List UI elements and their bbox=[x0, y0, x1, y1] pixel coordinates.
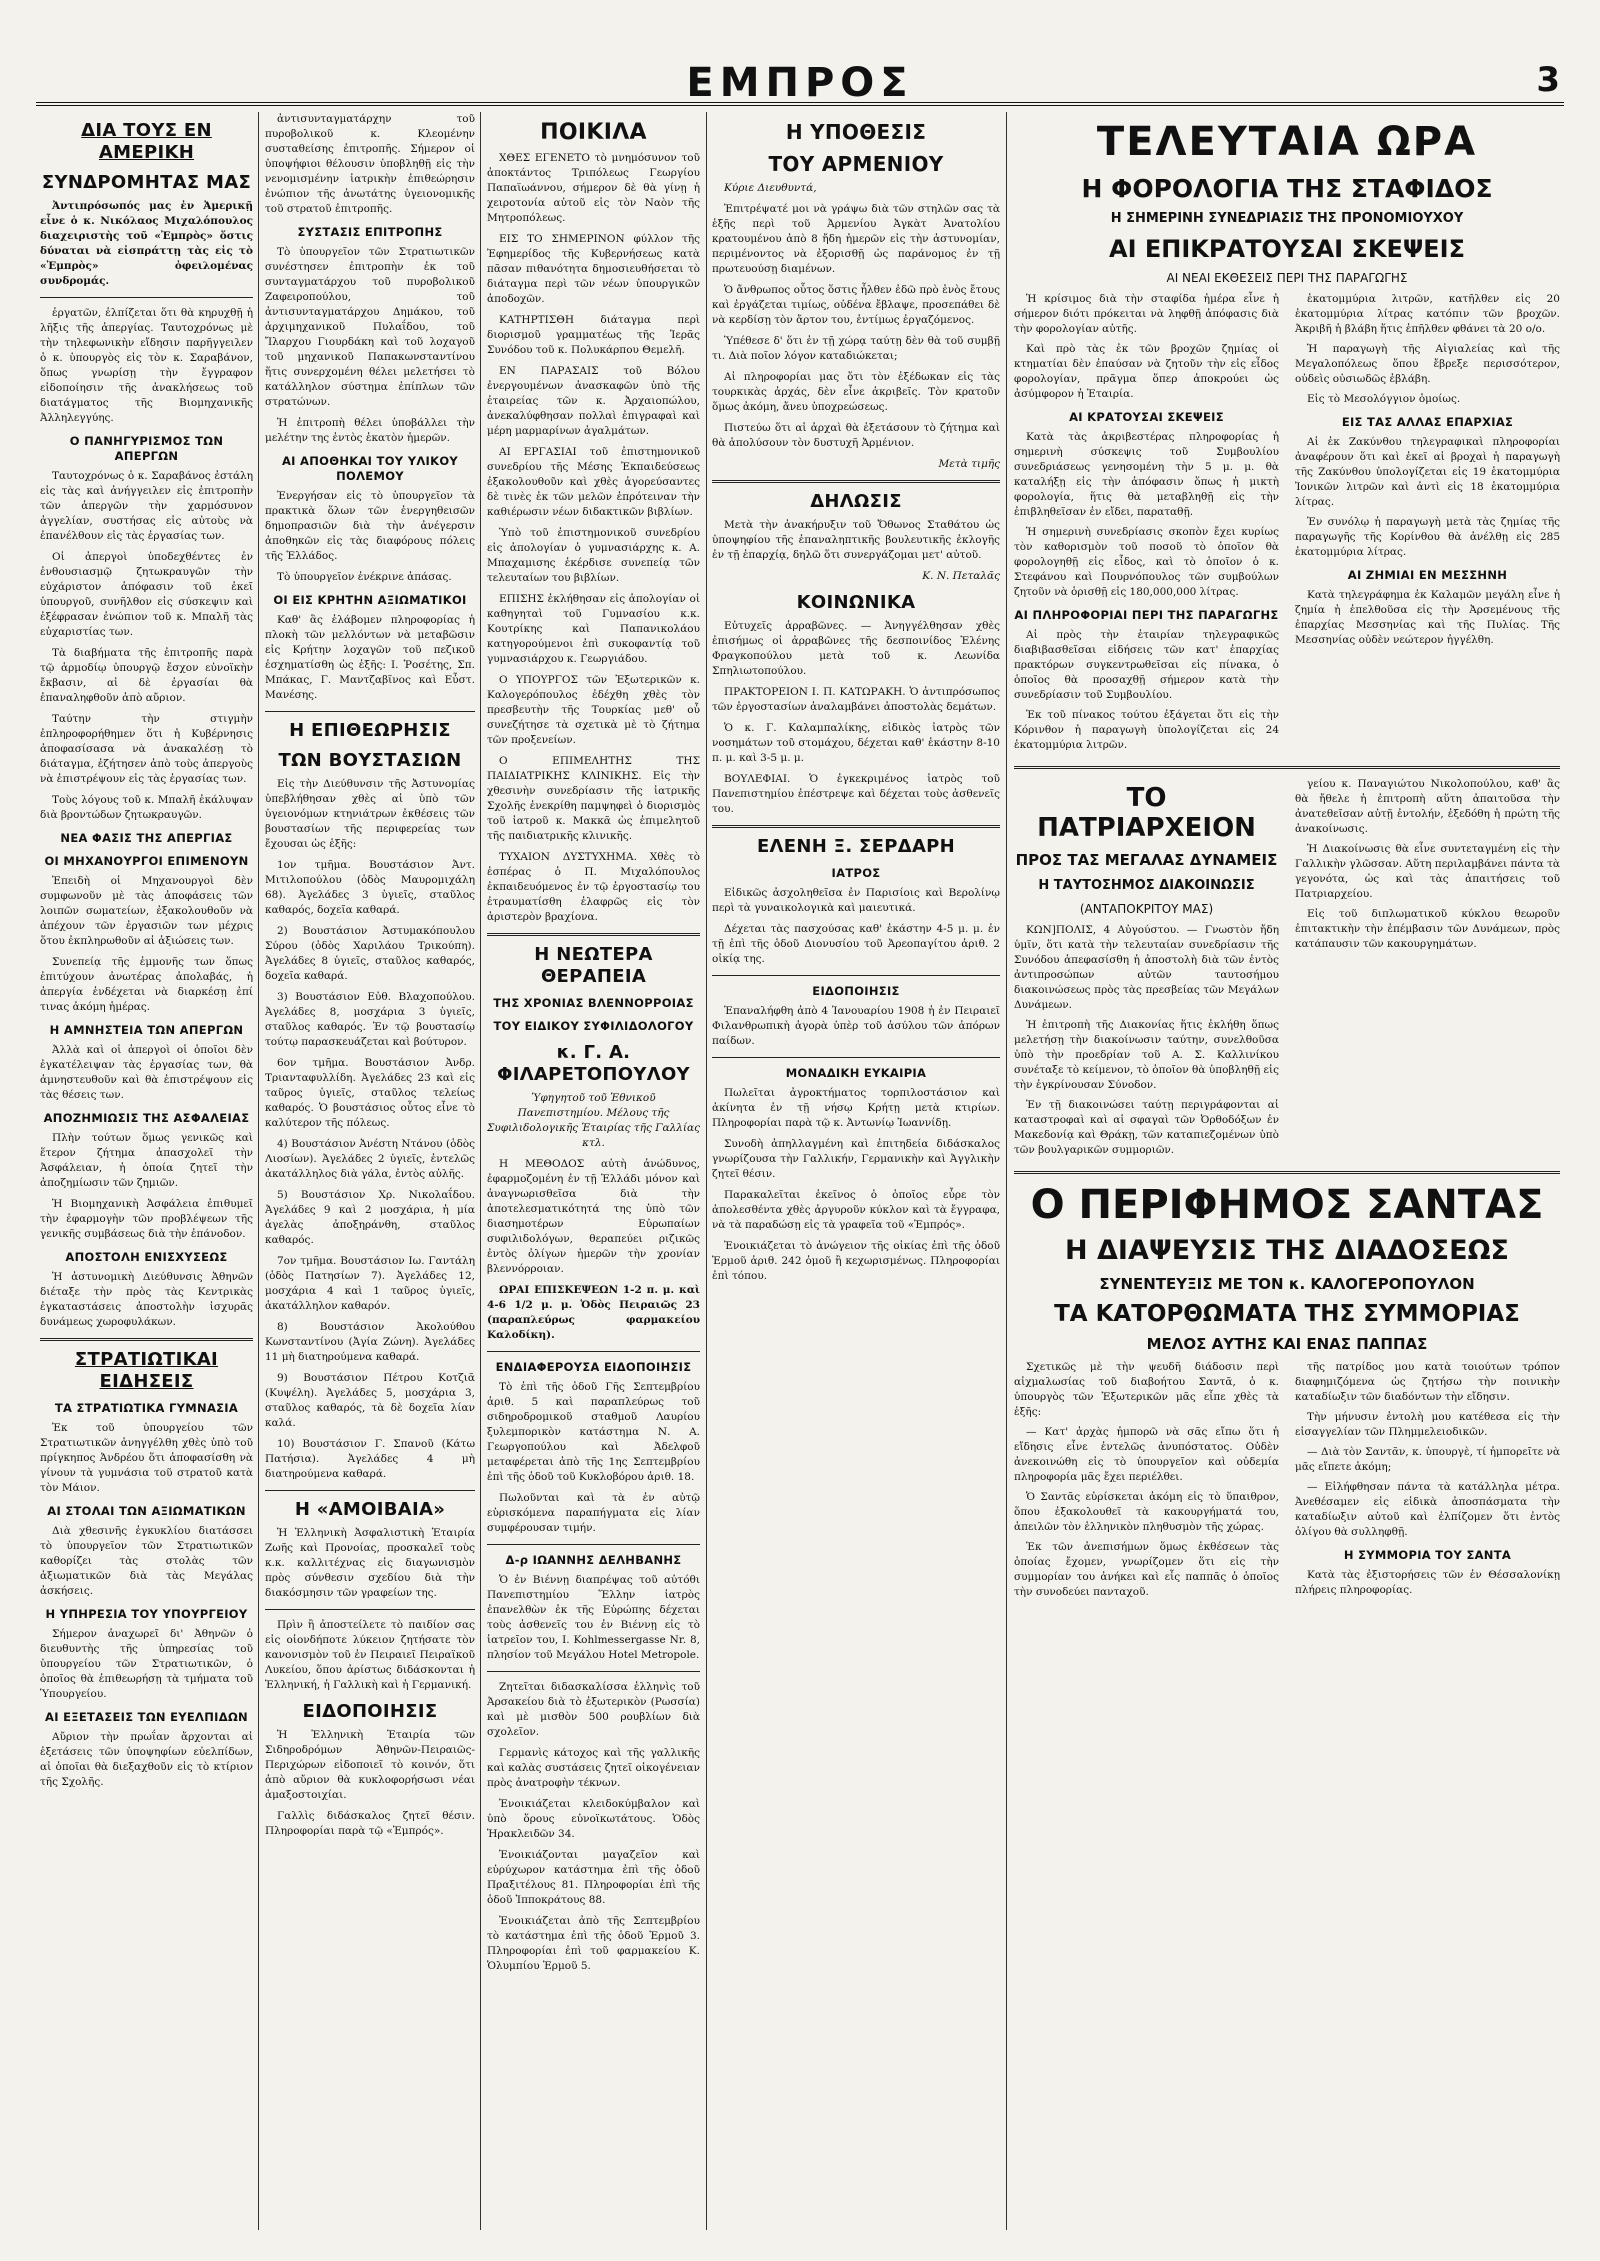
article-paragraph: 1ον τμῆμα. Βουστάσιον Ἀντ. Μιτιλοπούλου (ὁδὸς Μαυρομιχάλη 68). Ἀγελάδες 3 ὑγιεῖς, σταῦλος καθαρός, δοχεῖα καθαρά. bbox=[265, 859, 475, 916]
classified-ad: Ἐνοικιάζονται μαγαζεῖον καὶ εὐρύχωρον κατάστημα ἐπὶ τῆς ὁδοῦ Πραξιτέλους 81. Πληροφορίαι ἐπὶ τῆς ὁδοῦ Ἱπποκράτους 88. bbox=[487, 1849, 700, 1906]
article-paragraph: Οἱ ἀπεργοὶ ὑποδεχθέντες ἐν ἐνθουσιασμῷ ζητωκραυγῶν τὴν εὐχάριστον ἀπόφασιν τοῦ ἐκεῖ ὑπουργοῦ, συνῆλθον εἰς σύσκεψιν καὶ ἐξέφρασαν ἐνώπιον τοῦ κ. Μπαλῆ τὰς εὐχαριστίας των. bbox=[40, 551, 253, 638]
headline: ΠΟΙΚΙΛΑ bbox=[540, 120, 647, 145]
article-paragraph: Ἡ παραγωγὴ τῆς Αἰγιαλείας καὶ τῆς Μεγαλοπόλεως ὅπου ἔβρεξε περισσότερον, οὐδεὶς οὐσιωδῶς ἐβλάβη. bbox=[1295, 343, 1560, 385]
advertisement: Γαλλὶς διδάσκαλος ζητεῖ θέσιν. Πληροφορίαι παρὰ τῷ «Ἐμπρός». bbox=[265, 1810, 475, 1837]
two-column-block bbox=[1014, 292, 1560, 758]
article-paragraph: ΒΟΥΛΕΦΙΑΙ. Ὁ ἐγκεκριμένος ἰατρὸς τοῦ Πανεπιστημίου ἐπέστρεψε καὶ δέχεται τοὺς ἀσθενεῖς του. bbox=[712, 773, 1000, 815]
article-paragraph: Ὑπέθεσε δ' ὅτι ἐν τῇ χώρᾳ ταύτῃ δὲν θὰ τοῦ συμβῇ τι. Διὰ ποῖον λόγον καταδιώκεται; bbox=[712, 335, 1000, 362]
divider bbox=[487, 1544, 700, 1545]
article-paragraph: Αἱ ἐκ Ζακύνθου τηλεγραφικαὶ πληροφορίαι ἀναφέρουν ὅτι καὶ ἐκεῖ αἱ βροχαὶ ἡ παραγωγὴ τῆς Ζακύνθου ὑπολογίζεται εἰς 19 ἑκατομμύρια Ἰονικῶν λιτρῶν καὶ ἀντὶ εἰς 18 ἑκατομμύρια λίτρας. bbox=[1295, 436, 1560, 508]
subcolumn bbox=[1014, 292, 1279, 758]
article-paragraph: Καθ' ἃς ἐλάβομεν πληροφορίας ἡ πλοκὴ τῶν μελλόντων νὰ μεταβῶσιν εἰς Κρήτην λοχαγῶν τοῦ πεζικοῦ ἐσχηματίσθη ὡς ἑξῆς: Ι. Ῥοσέτης, Σπ. Μπάκας, Γ. Μαντζαβῖνος καὶ Εὖστ. Μανέσης. bbox=[265, 614, 475, 701]
classified-ad: Ἐνοικιάζεται κλειδοκύμβαλον καὶ ὑπὸ ὅρους εὐνοϊκωτάτους. Ὁδὸς Ἡρακλειδῶν 34. bbox=[487, 1798, 700, 1840]
classified-ad: Παρακαλεῖται ἐκεῖνος ὁ ὁποῖος εὗρε τὸν ἀπολεσθέντα χθὲς ἀργυροῦν κύκλον καὶ τὰ ἔγγραφα, νὰ τὰ παραδώσῃ εἰς τὰ γραφεῖα τοῦ «Ἐμπρός». bbox=[712, 1189, 1000, 1231]
article-paragraph: 4) Βουστάσιον Ἀνέστη Ντάνου (ὁδὸς Λιοσίων). Ἀγελάδες 2 ὑγιεῖς, ἐντελῶς ἀκατάλληλος διὰ γάλα, ἐντὸς αὐλῆς. bbox=[265, 1138, 475, 1180]
headline: ΔΙΑ ΤΟΥΣ ΕΝ ΑΜΕΡΙΚΗ bbox=[81, 120, 212, 163]
news-item: ΧΘΕΣ ΕΓΕΝΕΤΟ τὸ μνημόσυνον τοῦ ἀποκτάντος Τριπόλεως Γεωργίου Παπαϊωάννου, σήμερον δὲ θὰ γίνῃ ἡ χειροτονία αὐτοῦ εἰς τὸν Ναὸν τῆς Μητροπόλεως. bbox=[487, 152, 700, 224]
article-paragraph: Ἡ κρίσιμος διὰ τὴν σταφίδα ἡμέρα εἶνε ἡ σήμερον διότι πρόκειται νὰ ληφθῇ ἀπόφασις διὰ τὴν φορολογίαν αὐτῆς. bbox=[1014, 293, 1279, 335]
section-heading: ΣΥΣΤΑΣΙΣ ΕΠΙΤΡΟΠΗΣ bbox=[297, 225, 443, 239]
article-paragraph: Ὁ κ. Γ. Καλαμπαλίκης, εἰδικὸς ἰατρὸς τῶν νοσημάτων τοῦ στομάχου, δέχεται καθ' ἑκάστην 8-10 π. μ. καὶ 3-5 μ. μ. bbox=[712, 722, 1000, 764]
classified-ad: Ζητεῖται διδασκαλίσσα ἑλληνὶς τοῦ Ἀρσακείου διὰ τὸ ἐξωτερικὸν (Ρωσσία) καὶ μὲ μισθὸν 500 ρουβλίων διὰ σχολεῖον. bbox=[487, 1681, 700, 1738]
article-paragraph: Αὔριον τὴν πρωΐαν ἄρχονται αἱ ἐξετάσεις τῶν ὑποψηφίων εὐελπίδων, αἱ ὁποῖαι θὰ διεξαχθοῦν εἰς τὸ κτίριον τῆς Σχολῆς. bbox=[40, 1731, 253, 1788]
advertisement: Εἰδικῶς ἀσχοληθεῖσα ἐν Παρισίοις καὶ Βερολίνῳ περὶ τὰ γυναικολογικὰ καὶ μαιευτικά. bbox=[712, 887, 1000, 914]
section-heading: ΑΙ ΕΞΕΤΑΣΕΙΣ ΤΩΝ ΕΥΕΛΠΙΔΩΝ bbox=[45, 1710, 248, 1724]
subheadline: Η ΔΙΑΨΕΥΣΙΣ ΤΗΣ ΔΙΑΔΟΣΕΩΣ bbox=[1065, 1235, 1509, 1266]
article-paragraph: Εἰς τὸ Μεσολόγγιον ὁμοίως. bbox=[1307, 393, 1461, 405]
section-heading: Η ΥΠΗΡΕΣΙΑ ΤΟΥ ΥΠΟΥΡΓΕΙΟΥ bbox=[45, 1607, 248, 1621]
subheadline: ΠΡΟΣ ΤΑΣ ΜΕΓΑΛΑΣ ΔΥΝΑΜΕΙΣ bbox=[1015, 851, 1278, 869]
article-paragraph: Διὰ χθεσινῆς ἐγκυκλίου διατάσσει τὸ ὑπουργεῖον τῶν Στρατιωτικῶν καθορίζει τὰς στολὰς τῶν ἀξιωματικῶν διὰ τὰς Μεγάλας ἀσκήσεις. bbox=[40, 1525, 253, 1597]
article-paragraph: — Διὰ τὸν Σαντᾶν, κ. ὑπουργὲ, τί ἠμπορεῖτε νὰ μᾶς εἴπετε ἀκόμη; bbox=[1295, 1446, 1560, 1473]
article-paragraph: Κατὰ τὰς ἀκριβεστέρας πληροφορίας ἡ σημερινὴ σύσκεψις τοῦ Συμβουλίου συνεδριάσεως γενησομένη τὴν 5 μ. μ. θὰ καταλήξῃ εἰς τὴν ἀπόφασιν ὅπως ἡ μικτὴ φορολογία, ἥτις θὰ μεταβληθῇ εἰς τὴν ἐπιβληθεῖσαν ἐν εἴδει, παραταθῇ. bbox=[1014, 431, 1279, 518]
subheadline: ΜΕΛΟΣ ΑΥΤΗΣ ΚΑΙ ΕΝΑΣ ΠΑΠΠΑΣ bbox=[1146, 1335, 1428, 1353]
article-paragraph: Ἡ Διακοίνωσις θὰ εἶνε συντεταγμένη εἰς τὴν Γαλλικὴν γλῶσσαν. Αὕτη περιλαμβάνει πάντα τὰ γεγονότα, ὡς καὶ τὰς ἀπαιτήσεις τοῦ Πατριαρχείου. bbox=[1295, 843, 1560, 900]
article-paragraph: Ἡ ἐπιτροπὴ θέλει ὑποβάλλει τὴν μελέτην της ἐντὸς ἑκατὸν ἡμερῶν. bbox=[265, 417, 475, 444]
section-heading: ΕΙΣ ΤΑΣ ΑΛΛΑΣ ΕΠΑΡΧΙΑΣ bbox=[1341, 415, 1514, 429]
subcolumn bbox=[1014, 777, 1279, 1163]
banner-headline: ΤΕΛΕΥΤΑΙΑ ΩΡΑ bbox=[1096, 119, 1478, 165]
divider bbox=[712, 825, 1000, 828]
article-paragraph: Συνεπείᾳ τῆς ἐμμονῆς των ὅπως ἐπιτύχουν ἀνωτέρας ἀπολαβάς, ἡ ἀπεργία ἐνδέχεται νὰ διαρκέσῃ ἐπί τινας ἀκόμη ἡμέρας. bbox=[40, 956, 253, 1013]
ad-subtitle: Ὑφηγητοῦ τοῦ Ἐθνικοῦ Πανεπιστημίου. Μέλους τῆς Συφιλιδολογικῆς Ἑταιρίας τῆς Γαλλίας κτλ. bbox=[487, 1092, 700, 1149]
article-paragraph: ἀντισυνταγματάρχην τοῦ πυροβολικοῦ κ. Κλεομένην συσταθείσης ἐπιτροπῆς. Σήμερον οἱ ὑποψήφιοι θέλουσιν ὑποβληθῇ εἰς τὴν νενομισμένην ἰατρικὴν ἐπιθεώρησιν ἐνώπιον τῆς ἀνωτάτης ὑγειονομικῆς τοῦ στρατοῦ ἐπιτροπῆς. bbox=[265, 113, 475, 215]
article-paragraph: Ἐνεργήσαν εἰς τὸ ὑπουργεῖον τὰ πρακτικὰ ὅλων τῶν ἐνεργηθεισῶν δημοπρασιῶν διὰ τὴν ἀνέγερσιν ἀποθηκῶν εἰς τὰς διαφόρους πόλεις τῆς Ἑλλάδος. bbox=[265, 490, 475, 562]
section-heading: ΕΝΔΙΑΦΕΡΟΥΣΑ ΕΙΔΟΠΟΙΗΣΙΣ bbox=[495, 1360, 692, 1374]
ad-headline: ΤΗΣ ΧΡΟΝΙΑΣ ΒΛΕΝΝΟΡΡΟΙΑΣ bbox=[493, 996, 694, 1010]
byline: (ΑΝΤΑΠΟΚΡΙΤΟΥ ΜΑΣ) bbox=[1079, 902, 1214, 916]
ad-headline: Δ-ρ ΙΩΑΝΝΗΣ ΔΕΛΗΒΑΝΗΣ bbox=[505, 1553, 682, 1567]
article-paragraph: Τὰ διαβήματα τῆς ἐπιτροπῆς παρὰ τῷ ἁρμοδίῳ ὑπουργῷ ἔσχον εὐνοϊκὴν ἔκβασιν, αἱ δὲ ἐργασίαι θὰ ἐπαναληφθοῦν ἀπὸ αὔριον. bbox=[40, 647, 253, 704]
section-heading: ΑΙ ΚΡΑΤΟΥΣΑΙ ΣΚΕΨΕΙΣ bbox=[1069, 410, 1224, 424]
article-paragraph: Καὶ πρὸ τὰς ἐκ τῶν βροχῶν ζημίας οἱ κτηματίαι δὲν ἐπαύσαν νὰ ζητοῦν τὴν εἰς εἶδος φορολογίαν, πρᾶγμα ὅπερ ἀποκρούει ὡς ἀσύμφορον ἡ Ἑταιρία. bbox=[1014, 343, 1279, 400]
headline: ΤΟ ΠΑΤΡΙΑΡΧΕΙΟΝ bbox=[1037, 783, 1256, 843]
headline: ΤΟΥ ΑΡΜΕΝΙΟΥ bbox=[768, 152, 944, 176]
headline: ΤΩΝ ΒΟΥΣΤΑΣΙΩΝ bbox=[278, 750, 462, 771]
divider bbox=[40, 297, 253, 298]
column-5 bbox=[1014, 112, 1560, 2230]
masthead bbox=[36, 60, 1564, 106]
headline: Η ΥΠΟΘΕΣΙΣ bbox=[785, 120, 927, 144]
headline: ΣΤΡΑΤΙΩΤΙΚΑΙ ΕΙΔΗΣΕΙΣ bbox=[74, 1349, 219, 1392]
section-heading: Ο ΠΑΝΗΓΥΡΙΣΜΟΣ ΤΩΝ ΑΠΕΡΓΩΝ bbox=[69, 434, 224, 463]
subcolumn bbox=[1014, 1360, 1279, 1605]
section-heading: ΕΙΔΟΠΟΙΗΣΙΣ bbox=[812, 984, 900, 998]
article-paragraph: Εὐτυχεῖς ἀρραβῶνες. — Ἀνηγγέλθησαν χθὲς ἐπισήμως οἱ ἀρραβῶνες τῆς δεσποινίδος Ἑλένης Φραγκοπούλου μετὰ τοῦ κ. Λεωνίδα Σπηλιωτοπούλου. bbox=[712, 620, 1000, 677]
subcolumn bbox=[1295, 777, 1560, 1163]
section-heading: ΤΑ ΣΤΡΑΤΙΩΤΙΚΑ ΓΥΜΝΑΣΙΑ bbox=[54, 1401, 239, 1415]
column-rule bbox=[1006, 112, 1007, 2230]
article-paragraph: Τὴν μήνυσιν ἐντολὴ μου κατέθεσα εἰς τὴν εἰσαγγελίαν τῶν Πλημμελειοδικῶν. bbox=[1295, 1411, 1560, 1438]
headline: Η ΦΟΡΟΛΟΓΙΑ ΤΗΣ ΣΤΑΦΙΔΟΣ bbox=[1081, 174, 1493, 203]
article-paragraph: ΠΡΑΚΤΟΡΕΙΟΝ Ι. Π. ΚΑΤΩΡΑΚΗ. Ὁ ἀντιπρόσωπος τῶν ἐργοστασίων ἀναλαμβάνει ἀποστολὰς δεμάτων. bbox=[712, 686, 1000, 713]
signature: Κ. Ν. Πεταλᾶς bbox=[922, 570, 1000, 582]
column-rule bbox=[480, 112, 481, 2230]
news-item: ΕΙΣ ΤΟ ΣΗΜΕΡΙΝΟΝ φύλλον τῆς Ἐφημερίδος τῆς Κυβερνήσεως κατὰ πᾶσαν πιθανότητα δημοσιευθήσεται τὸ διάταγμα περὶ τῶν νέων ὑπουργικῶν ἀποδοχῶν. bbox=[487, 233, 700, 305]
article-paragraph: τῆς πατρίδος μου κατὰ τοιούτων τρόπον διαφημιζόμενα ὡς ζητήσω τὴν ποινικὴν καταδίωξιν τῶν διαδόντων τὴν εἴδησιν. bbox=[1295, 1361, 1560, 1403]
column-1 bbox=[40, 112, 253, 2230]
article-paragraph: 2) Βουστάσιον Ἀστυμακόπουλου Σύρου (ὁδὸς Χαριλάου Τρικούπη). Ἀγελάδες 8 ὑγιεῖς, σταῦλος καθαρός, δοχεῖα καθαρά. bbox=[265, 925, 475, 982]
ad-headline: ΙΑΤΡΟΣ bbox=[831, 866, 881, 880]
headline: ΔΗΛΩΣΙΣ bbox=[810, 491, 902, 512]
article-paragraph: ΚΩΝ]ΠΟΛΙΣ, 4 Αὐγούστου. — Γνωστὸν ἤδη ὑμῖν, ὅτι κατὰ τὴν τελευταίαν συνεδρίασιν τῆς Συνόδου ἀπεφασίσθη ἡ ἀποστολὴ διὰ τῶν ἐντὸς ἀντιπροσώπων αὐτῶν ταυτοσήμου διακοινώσεως πρὸς τὰς πρεσβείας τῶν Μεγάλων Δυνάμεων. bbox=[1014, 924, 1279, 1011]
section-heading: ΑΙ ΑΠΟΘΗΚΑΙ ΤΟΥ ΥΛΙΚΟΥ ΠΟΛΕΜΟΥ bbox=[281, 454, 459, 483]
article-paragraph: Σχετικῶς μὲ τὴν ψευδῆ διάδοσιν περὶ αἰχμαλωσίας τοῦ διαβοήτου Σαντᾶ, ὁ κ. ὑπουργὸς τῶν Ἐξωτερικῶν μᾶς εἶπε χθὲς τὰ ἑξῆς: bbox=[1014, 1361, 1279, 1418]
classified-ad: Ἐνοικιάζεται ἀπὸ τῆς Σεπτεμβρίου τὸ κατάστημα ἐπὶ τῆς ὁδοῦ Ἑρμοῦ 3. Πληροφορίαι ἐπὶ τοῦ φαρμακείου Κ. Ὁλυμπίου Ἑρμοῦ 5. bbox=[487, 1915, 700, 1972]
article-paragraph: Ταυτοχρόνως ὁ κ. Σαραβάνος ἐστάλη εἰς τὰς καὶ ἀνήγγειλεν εἰς ἐπιτροπὴν τῶν ἀπεργῶν τὴν χαρμόσυνον ἀγγελίαν, συστήσας εἰς αὐτοὺς νὰ ἐπανέλθουν εἰς τὰς ἐργασίας των. bbox=[40, 470, 253, 542]
two-column-block bbox=[1014, 1360, 1560, 1605]
subheadline: ΣΥΝΕΝΤΕΥΞΙΣ ΜΕ ΤΟΝ κ. ΚΑΛΟΓΕΡΟΠΟΥΛΟΝ bbox=[1099, 1275, 1475, 1293]
ad-headline: κ. Γ. Α. ΦΙΛΑΡΕΤΟΠΟΥΛΟΥ bbox=[497, 1042, 690, 1085]
article-paragraph: γείου κ. Παναγιώτου Νικολοπούλου, καθ' ἃς θὰ ἤθελε ἡ ἐπιτροπὴ αὕτη ἀπαιτοῦσα τὴν ἀνατεθεῖσαν αὐτῇ ἐντολήν, ἐξεδόθη ἡ πρώτη τῆς ἀνακοίνωσις. bbox=[1295, 778, 1560, 835]
advertisement: Η ΜΕΘΟΔΟΣ αὐτὴ ἀνώδυνος, ἐφαρμοζομένη ἐν τῇ Ἑλλάδι μόνον καὶ ἀναγνωρισθεῖσα διὰ τὴν ἀποτελεσματικότητά της ὑπὸ τῶν διασημοτέρων Εὐρωπαίων συφιλιδολόγων, θεραπεύει ριζικῶς ἐντὸς ὀλίγων ἡμερῶν τὴν χρονίαν βλεννόρροιαν. bbox=[487, 1158, 700, 1275]
divider bbox=[265, 1490, 475, 1491]
article-paragraph: 5) Βουστάσιον Χρ. Νικολαΐδου. Ἀγελάδες 9 καὶ 2 μοσχάρια, ἡ μία ἀγελὰς ἀποξηράνθη, σταῦλος καθαρός. bbox=[265, 1189, 475, 1246]
article-paragraph: Ἡ ἐπιτροπὴ τῆς Διακονίας ἥτις ἐκλήθη ὅπως μελετήσῃ τὴν διακοίνωσιν ταύτην, συνελθοῦσα ὑπὸ τὴν προεδρίαν τοῦ Α. Σ. Καλλινίκου συνέταξε τὸ κείμενον, τὸ ὁποῖον θὰ ὑποβληθῇ εἰς τὴν ἐγκρίνουσαν Σύνοδον. bbox=[1014, 1019, 1279, 1091]
advertisement: Ὁ ἐν Βιέννῃ διαπρέψας τοῦ αὐτόθι Πανεπιστημίου Ἕλλην ἰατρὸς ἐπανελθὼν ἐκ τῆς Εὐρώπης δέχεται τοὺς ἀσθενεῖς του ἐν Βιέννῃ εἰς τὸ ἰατρεῖον του, I. Kohlmessergasse Nr. 8, πλησίον τοῦ Μεγάλου Hotel Metropole. bbox=[487, 1574, 700, 1661]
advertisement: Ἐπαναλήφθη ἀπὸ 4 Ἰανουαρίου 1908 ἡ ἐν Πειραιεῖ Φιλανθρωπικὴ ἀγορὰ ὑπὲρ τοῦ ἀσύλου τῶν ἀπόρων παίδων. bbox=[712, 1005, 1000, 1047]
article-paragraph: Ἡ σημερινὴ συνεδρίασις σκοπὸν ἔχει κυρίως τὸν καθορισμὸν τοῦ ποσοῦ τὸ ὁποῖον θὰ φορολογηθῇ εἰς εἶδος, καὶ τὸ ὁποῖον ὁ κ. Στεφάνου καὶ Πουρνόπουλος τῶν συμβούλων ζητοῦν νὰ ὁρισθῇ εἰς 180,000,000 λίτρας. bbox=[1014, 526, 1279, 598]
ad-headline: Η ΝΕΩΤΕΡΑ ΘΕΡΑΠΕΙΑ bbox=[534, 944, 653, 987]
notice-paragraph: Ἀντιπρόσωπός μας ἐν Ἀμερικῇ εἶνε ὁ κ. Νικόλαος Μιχαλόπουλος διαχειριστὴς τοῦ «Ἐμπρὸς» ὅστις δύναται νὰ εἰσπράττῃ τὰς εἰς τὸ «Ἐμπρὸς» ὀφειλομένας συνδρομάς. bbox=[40, 200, 253, 287]
article-paragraph: 10) Βουστάσιον Γ. Σπανοῦ (Κάτω Πατήσια). Ἀγελάδες 4 μὴ διατηρούμενα καθαρά. bbox=[265, 1438, 475, 1480]
subheadline: Η ΣΗΜΕΡΙΝΗ ΣΥΝΕΔΡΙΑΣΙΣ ΤΗΣ ΠΡΟΝΟΜΙΟΥΧΟΥ bbox=[1110, 211, 1464, 226]
news-item: ΤΥΧΑΙΟΝ ΔΥΣΤΥΧΗΜΑ. Χθὲς τὸ ἑσπέρας ὁ Π. Μιχαλόπουλος ἐκπαιδευόμενος ἐν τῷ ἐργοστασίῳ του ἐτραυματίσθη ἐλαφρῶς εἰς τὸν ἀριστερὸν βραχίονα. bbox=[487, 851, 700, 923]
article-paragraph: 8) Βουστάσιον Ἀκολούθου Κωνσταντίνου (Ἀγία Ζώνη). Ἀγελάδες 11 μὴ διατηρούμενα καθαρά. bbox=[265, 1321, 475, 1363]
classified-ad: Γερμανὶς κάτοχος καὶ τῆς γαλλικῆς καὶ καλὰς συστάσεις ζητεῖ οἰκογένειαν πρὸς ἀνατροφὴν τέκνων. bbox=[487, 1747, 700, 1789]
headline: Ο ΠΕΡΙΦΗΜΟΣ ΣΑΝΤΑΣ bbox=[1030, 1182, 1544, 1228]
section-heading: ΟΙ ΕΙΣ ΚΡΗΤΗΝ ΑΞΙΩΜΑΤΙΚΟΙ bbox=[273, 593, 467, 607]
divider bbox=[712, 1057, 1000, 1058]
news-item: Ὑπὸ τοῦ ἐπιστημονικοῦ συνεδρίου εἰς ἀπολογίαν ὁ γυμνασιάρχης κ. Α. Μπαχαμισης ἐκέρδισε συνεπείᾳ τῶν τελευταίων του βιβλίων. bbox=[487, 527, 700, 584]
article-paragraph: Ἐκ τοῦ ὑπουργείου τῶν Στρατιωτικῶν ἀνηγγέλθη χθὲς ὑπὸ τοῦ πρίγκηπος Ἀνδρέου ὅτι ἀποφασίσθη νὰ γίνουν τὰ γυμνάσια τοῦ στρατοῦ κατὰ τὸν Μάιον. bbox=[40, 1422, 253, 1494]
article-paragraph: Κατὰ τὰς ἐξιστορήσεις τῶν ἐν Θέσσαλονίκῃ πλήρεις πληροφορίας. bbox=[1295, 1569, 1560, 1596]
subheadline: ΑΙ ΝΕΑΙ ΕΚΘΕΣΕΙΣ ΠΕΡΙ ΤΗΣ ΠΑΡΑΓΩΓΗΣ bbox=[1166, 271, 1408, 285]
article-paragraph: Τὸ ὑπουργεῖον τῶν Στρατιωτικῶν συνέστησεν ἐπιτροπὴν ἐκ τοῦ συνταγματάρχου τοῦ πυροβολικοῦ Ζαφειροπούλου, τοῦ ἀντισυνταγματάρχου Δημάκου, τοῦ ἀρχιμηχανικοῦ Πυλαΐδου, τοῦ Ἴλαρχου Γιουρδάκη καὶ τοῦ λοχαγοῦ τοῦ μηχανικοῦ Παπακωνσταντίνου ἥτις συνερχομένη θέλει μελετήσει τὸ κατάλληλον σύστημα ἐπίπλων τῶν στρατώνων. bbox=[265, 246, 475, 408]
section-heading: ΝΕΑ ΦΑΣΙΣ ΤΗΣ ΑΠΕΡΓΙΑΣ bbox=[60, 831, 233, 845]
section-heading: ΜΟΝΑΔΙΚΗ ΕΥΚΑΙΡΙΑ bbox=[785, 1066, 927, 1080]
divider bbox=[1014, 1171, 1560, 1174]
article-paragraph: Τὸ ὑπουργεῖον ἐνέκρινε ἁπάσας. bbox=[277, 571, 452, 583]
section-heading: ΑΙ ΣΤΟΛΑΙ ΤΩΝ ΑΞΙΩΜΑΤΙΚΩΝ bbox=[47, 1504, 246, 1518]
article-paragraph: Ἡ Ἑλληνικὴ Ἀσφαλιστικὴ Ἑταιρία Ζωῆς καὶ Προνοίας, προσκαλεῖ τοὺς κ.κ. καλλιτέχνας εἰς διαγωνισμὸν πρὸς σύνθεσιν σχεδίου διὰ τὴν διακόσμησιν τῶν γραφείων της. bbox=[265, 1527, 475, 1599]
article-paragraph: Μετὰ τὴν ἀνακήρυξιν τοῦ Ὄθωνος Σταθάτου ὡς ὑποψηφίου τῆς ἐπαναληπτικῆς βουλευτικῆς ἐκλογῆς ἐν τῇ ἐπαρχίᾳ, δηλῶ ὅτι συνεργάζομαι μετ' αὐτοῦ. bbox=[712, 519, 1000, 561]
article-paragraph: ἐργατῶν, ἐλπίζεται ὅτι θὰ κηρυχθῇ ἡ λῆξις τῆς ἀπεργίας. Ταυτοχρόνως μὲ τὴν τηλεφωνικὴν εἴδησιν παρῆγγειλεν ὁ κ. ὑπουργὸς εἰς τὸν κ. Σαραβάνον, ὅπως γνωρίσῃ τὴν ἔγγραφον εἰδοποίησιν τῆς ἀνακλήσεως τοῦ διατάγματος τῆς Βιομηχανικῆς Ἀλληλεγγύης. bbox=[40, 307, 253, 424]
newspaper-title: ΕΜΠΡΟΣ bbox=[686, 60, 914, 106]
divider bbox=[1014, 766, 1560, 769]
article-paragraph: Ἐπιτρέψατέ μοι νὰ γράψω διὰ τῶν στηλῶν σας τὰ ἑξῆς περὶ τοῦ Ἀρμενίου Ἀγκὰτ Ἀνατολίου κρατουμένου ἀπὸ 8 ἤδη ἡμερῶν εἰς τὴν ἀστυνομίαν, περιμένοντος νὰ ἐξορισθῇ ὡς παράνομος ἐν τῇ πρωτευούσῃ διαμένων. bbox=[712, 203, 1000, 275]
headline: Η «ΑΜΟΙΒΑΙΑ» bbox=[294, 1499, 446, 1520]
advertisement: Τὸ ἐπὶ τῆς ὁδοῦ Γῆς Σεπτεμβρίου ἀριθ. 5 καὶ παραπλεύρως τοῦ σιδηροδρομικοῦ σταθμοῦ Λαυρίου ξυλεμπορικὸν κατάστημα Ν. Α. Γεωργοπούλου καὶ Ἀδελφοῦ μεταφέρεται ἀπὸ τῆς 1ης Σεπτεμβρίου ἐπὶ τῆς ὁδοῦ τοῦ Κυκλοβόρου ἀριθ. 18. bbox=[487, 1381, 700, 1483]
article-paragraph: 7ον τμῆμα. Βουστάσιον Ιω. Γαντάλη (ὁδὸς Πατησίων 7). Ἀγελάδες 12, μοσχάρια 4 καὶ 1 ταῦρος ὑγιεῖς, ἀκατάλληλον καθαρόν. bbox=[265, 1255, 475, 1312]
divider bbox=[265, 711, 475, 712]
news-item: Ο ΥΠΟΥΡΓΟΣ τῶν Ἐξωτερικῶν κ. Καλογερόπουλος ἐδέχθη χθὲς τὸν πρεσβευτὴν τῆς Τουρκίας μεθ' οὗ συνεζήτησε τὰ σχετικὰ μὲ τὸ ζήτημα τῶν προξενείων. bbox=[487, 674, 700, 746]
article-paragraph: Ὁ Σαντᾶς εὑρίσκεται ἀκόμη εἰς τὸ ὕπαιθρον, ὅπου ἐξακολουθεῖ τὰ κακουργήματά του, ἀπειλῶν τὸν ἑλληνικὸν πληθυσμὸν τῆς χώρας. bbox=[1014, 1491, 1279, 1533]
section-heading: ΟΙ ΜΗΧΑΝΟΥΡΓΟΙ ΕΠΙΜΕΝΟΥΝ bbox=[44, 854, 249, 868]
subheadline: ΑΙ ΕΠΙΚΡΑΤΟΥΣΑΙ ΣΚΕΨΕΙΣ bbox=[1109, 235, 1465, 263]
column-2 bbox=[265, 112, 475, 2230]
signature: Μετὰ τιμῆς bbox=[938, 458, 1000, 470]
news-item: Ο ΕΠΙΜΕΛΗΤΗΣ ΤΗΣ ΠΑΙΔΙΑΤΡΙΚΗΣ ΚΛΙΝΙΚΗΣ. Εἰς τὴν χθεσινὴν συνεδρίασιν τῆς ἰατρικῆς Σχολῆς ἐνεκρίθη παμψηφεὶ ὁ διορισμὸς τοῦ ἰατροῦ κ. Μακκᾶ ὡς ἐπιμελητοῦ τῆς παιδιατρικῆς κλινικῆς. bbox=[487, 755, 700, 842]
news-item: ΚΑΤΗΡΤΙΣΘΗ διάταγμα περὶ διορισμοῦ γραμματέως τῆς Ἱερᾶς Συνόδου τοῦ κ. Πολυκάρπου Θεμελῆ. bbox=[487, 314, 700, 356]
section-heading: ΑΙ ΠΛΗΡΟΦΟΡΙΑΙ ΠΕΡΙ ΤΗΣ ΠΑΡΑΓΩΓΗΣ bbox=[1014, 608, 1279, 622]
article-paragraph: Ἀλλὰ καὶ οἱ ἀπεργοὶ οἱ ὁποῖοι δὲν ἐγκατέλειψαν τὰς ἐργασίας των, θὰ ἀμνηστευθοῦν καὶ θὰ ἐπιστρέψουν εἰς τὰς θέσεις των. bbox=[40, 1044, 253, 1101]
subheadline: ΤΑ ΚΑΤΟΡΘΩΜΑΤΑ ΤΗΣ ΣΥΜΜΟΡΙΑΣ bbox=[1054, 1301, 1520, 1327]
advertisement: Πωλοῦνται καὶ τὰ ἐν αὐτῷ εὑρισκόμενα παραπήγματα εἰς λίαν συμφέρουσαν τιμήν. bbox=[487, 1492, 700, 1534]
subheadline: Η ΤΑΥΤΟΣΗΜΟΣ ΔΙΑΚΟΙΝΩΣΙΣ bbox=[1038, 878, 1255, 893]
ad-headline: ΤΟΥ ΕΙΔΙΚΟΥ ΣΥΦΙΛΙΔΟΛΟΓΟΥ bbox=[493, 1019, 694, 1033]
section-heading: Η ΑΜΝΗΣΤΕΙΑ ΤΩΝ ΑΠΕΡΓΩΝ bbox=[49, 1023, 244, 1037]
divider bbox=[265, 1609, 475, 1610]
article-paragraph: Κατὰ τηλεγράφημα ἐκ Καλαμῶν μεγάλη εἶνε ἡ ζημία ἡ ἐπελθοῦσα εἰς τὴν Ἀρσεμένους τῆς ἐπαρχίας Μεσσηνίας καὶ τῆς Πυλίας. Τῆς Μεσσηνίας οὐδὲν νεώτερον ἠγγέλθη. bbox=[1295, 589, 1560, 646]
ad-headline: ΕΛΕΝΗ Ξ. ΣΕΡΔΑΡΗ bbox=[756, 836, 956, 857]
article-paragraph: Ἡ Βιομηχανικὴ Ἀσφάλεια ἐπιθυμεῖ τὴν ἐφαρμογὴν τῶν προβλέψεων τῆς γενικῆς συμβάσεως διὰ τὴν ἐπάνοδον. bbox=[40, 1198, 253, 1240]
article-paragraph: Τοὺς λόγους τοῦ κ. Μπαλῆ ἐκάλυψαν διὰ βροντώδων ζητωκραυγῶν. bbox=[40, 794, 253, 821]
article-paragraph: Ἐκ τοῦ πίνακος τούτου ἐξάγεται ὅτι εἰς τὴν Κόρινθον ἡ παραγωγὴ ὑπολογίζεται εἰς 24 ἑκατομμύρια λιτρῶν. bbox=[1014, 709, 1279, 751]
section-heading: ΑΙ ΖΗΜΙΑΙ ΕΝ ΜΕΣΣΗΝΗ bbox=[1347, 568, 1508, 582]
article-paragraph: Σήμερον ἀναχωρεῖ δι' Ἀθηνῶν ὁ διευθυντὴς τῆς ὑπηρεσίας τοῦ ὑπουργείου τῶν Στρατιωτικῶν, ὁ ὁποῖος θὰ ἐπιθεωρήσῃ τὰ τμήματα τοῦ Ὑπουργείου. bbox=[40, 1628, 253, 1700]
news-item: ΕΝ ΠΑΡΑΣΑΙΣ τοῦ Βόλου ἐνεργουμένων ἀνασκαφῶν ὑπὸ τῆς ἐταιρείας τῶν κ. Ἀρχαιοπώλου, ἀνεκαλύφθησαν πολλαὶ ἐπιγραφαὶ καὶ μέρη μαρμαρίνων ἀγαλμάτων. bbox=[487, 365, 700, 437]
column-rule bbox=[706, 112, 707, 2230]
article-paragraph: Αἱ πληροφορίαι μας ὅτι τὸν ἐξέδωκαν εἰς τὰς τουρκικὰς ἀρχάς, δὲν εἶνε ἀκριβεῖς. Τὸν κρατοῦν ὅμως ἀκόμη, ἄνευ ὑποχρεώσεως. bbox=[712, 371, 1000, 413]
article-paragraph: Ἐν συνόλῳ ἡ παραγωγὴ μετὰ τὰς ζημίας τῆς παραγωγῆς τῆς Κορίνθου θὰ ἀνέλθῃ εἰς 285 ἑκατομμύρια λίτρας. bbox=[1295, 516, 1560, 558]
article-paragraph: Ἐν τῇ διακοινώσει ταύτῃ περιγράφονται αἱ καταστροφαὶ καὶ αἱ σφαγαὶ τῶν Ὀρθοδόξων ἐν Μακεδονίᾳ καὶ Θράκῃ, τῶν καταπιεζομένων ὑπὸ τῶν βουλγαρικῶν συμμοριῶν. bbox=[1014, 1099, 1279, 1156]
article-paragraph: 3) Βουστάσιον Εὐθ. Βλαχοπούλου. Ἀγελάδες 8, μοσχάρια 3 ὑγιεῖς, σταῦλος καθαρός. Ἐν τῷ βουστασίῳ τούτῳ παρασκευάζεται καὶ βούτυρον. bbox=[265, 991, 475, 1048]
article-paragraph: Ὁ ἄνθρωπος οὗτος ὅστις ἦλθεν ἐδῶ πρὸ ἑνὸς ἔτους καὶ ἐργάζεται τιμίως, οὐδένα ἔβλαψε, προσεπάθει δὲ νὰ κερδίσῃ τὸν ἄρτον του, ἐντίμως ἐργαζόμενος. bbox=[712, 284, 1000, 326]
divider bbox=[487, 1351, 700, 1352]
article-paragraph: — Κατ' ἀρχὰς ἠμπορῶ νὰ σᾶς εἴπω ὅτι ἡ εἴδησις εἶνε ἐντελῶς ἀνυπόστατος. Οὐδὲν ἀνεκοινώθη εἰς τὸ ὑπουργεῖον καὶ οὐδεμία πληροφορία μᾶς ἔχει περιέλθει. bbox=[1014, 1426, 1279, 1483]
news-item: ΕΠΙΣΗΣ ἐκλήθησαν εἰς ἀπολογίαν οἱ καθηγηταὶ τοῦ Γυμνασίου κ.κ. Κουτρίκης καὶ Παπανικολάου κατηγορούμενοι ἐπὶ συκοφαντίᾳ τοῦ γυμνασιάρχου κ. Γεωργιάδου. bbox=[487, 593, 700, 665]
section-heading: ΑΠΟΣΤΟΛΗ ΕΝΙΣΧΥΣΕΩΣ bbox=[65, 1250, 228, 1264]
classified-ad: Ἐνοικιάζεται τὸ ἀνώγειον τῆς οἰκίας ἐπὶ τῆς ὁδοῦ Ἑρμοῦ ἀριθ. 242 ὁμοῦ ἢ κεχωρισμένως. Πληροφορίαι ἐπὶ τόπου. bbox=[712, 1240, 1000, 1282]
article-paragraph: 6ον τμῆμα. Βουστάσιον Ἀνδρ. Τριανταφυλλίδη. Ἀγελάδες 23 καὶ εἰς ταῦρος ὑγιεῖς, σταῦλος τελείως καθαρός. Ὁ βουστάσιος οὗτος εἶνε τὸ καλύτερον τῆς πόλεως. bbox=[265, 1057, 475, 1129]
article-paragraph: ἑκατομμύρια λιτρῶν, κατῆλθεν εἰς 20 ἑκατομμύρια λίτρας κατόπιν τῶν βροχῶν. Ἀκριβῆ ἡ βλάβη ἥτις ἐπῆλθεν φθάνει τὰ 20 ο/ο. bbox=[1295, 293, 1560, 335]
article-paragraph: Ἡ ἀστυνομικὴ Διεύθυνσις Ἀθηνῶν διέταξε τὴν πρὸς τὰς Κεντρικὰς ἐγκαταστάσεις ἀποστολὴν ἰσχυρᾶς δυνάμεως χωροφυλάκων. bbox=[40, 1271, 253, 1328]
section-heading: Η ΣΥΜΜΟΡΙΑ ΤΟΥ ΣΑΝΤΑ bbox=[1343, 1548, 1512, 1562]
headline: ΚΟΙΝΩΝΙΚΑ bbox=[796, 592, 916, 613]
article-paragraph: Αἱ πρὸς τὴν ἑταιρίαν τηλεγραφικῶς διαβιβασθεῖσαι εἰδήσεις τῶν κατ' ἐπαρχίας πρακτόρων συγκεντρωθεῖσαι εἰς πίνακα, ὁ ὁποῖος θὰ προσαχθῇ σήμερον κατὰ τὴν συνεδρίασιν τοῦ Συμβουλίου. bbox=[1014, 629, 1279, 701]
section-heading: ΑΠΟΖΗΜΙΩΣΙΣ ΤΗΣ ΑΣΦΑΛΕΙΑΣ bbox=[43, 1111, 250, 1125]
advertisement: Πρὶν ἢ ἀποστείλετε τὸ παιδίον σας εἰς οἱονδήποτε λύκειον ζητήσατε τὸν κανονισμὸν τοῦ ἐν Πειραιεῖ Πειραϊκοῦ Λυκείου, ὅπου ἀρίστως διδάσκονται ἡ Ἑλληνική, ἡ Γαλλικὴ καὶ ἡ Γερμανική. bbox=[265, 1619, 475, 1691]
article-paragraph: Ἐπειδὴ οἱ Μηχανουργοὶ δὲν συμφωνοῦν μὲ τὰς ἀποφάσεις τῶν λοιπῶν σωματείων, ἐξακολουθοῦν νὰ ἀπέχουν τῶν ἐργασιῶν των μέχρις ὅτου ἐκπληρωθοῦν αἱ ἀξιώσεις των. bbox=[40, 875, 253, 947]
article-paragraph: Πιστεύω ὅτι αἱ ἀρχαὶ θὰ ἐξετάσουν τὸ ζήτημα καὶ θὰ ἀπολύσουν τὸν δυστυχῆ Ἀρμένιον. bbox=[712, 422, 1000, 449]
classified-ad: Συνοδὴ ἀπηλλαγμένη καὶ ἐπιτηδεία διδάσκαλος γνωρίζουσα τὴν Γαλλικήν, Γερμανικὴν καὶ Ἀγγλικὴν ζητεῖ θέσιν. bbox=[712, 1138, 1000, 1180]
article-paragraph: Εἰς τὴν Διεύθυνσιν τῆς Ἀστυνομίας ὑπεβλήθησαν χθὲς αἱ ὑπὸ τῶν ὑγειονόμων κτηνιάτρων ἐκθέσεις τῶν βουστασίων τῆς περιφερείας των ἔχουσαι ὡς ἑξῆς: bbox=[265, 778, 475, 850]
divider bbox=[712, 480, 1000, 483]
headline: Η ΕΠΙΘΕΩΡΗΣΙΣ bbox=[289, 720, 451, 741]
divider bbox=[712, 975, 1000, 976]
divider bbox=[487, 1671, 700, 1672]
article-paragraph: Ἐκ τῶν ἀνεπισήμων ὅμως ἐκθέσεων τὰς ὁποίας ἔχομεν, γνωρίζομεν ὅτι εἰς τὴν συμμορίαν του ἀνήκει καὶ εἷς παππᾶς ὁ ὁποῖος τὴν συνοδεύει πανταχοῦ. bbox=[1014, 1541, 1279, 1598]
advertisement: Δέχεται τὰς πασχούσας καθ' ἑκάστην 4-5 μ. μ. ἐν τῇ ἐπὶ τῆς ὁδοῦ Διονυσίου τοῦ Ἀρεοπαγίτου ἀριθ. 2 οἰκίᾳ της. bbox=[712, 923, 1000, 965]
page-number: 3 bbox=[1536, 60, 1560, 100]
divider bbox=[40, 1338, 253, 1341]
article-paragraph: Ταύτην τὴν στιγμὴν ἐπληροφορήθημεν ὅτι ἡ Κυβέρνησις ἀποφασίσασα νὰ ἀνακαλέσῃ τὸ διάταγμα, ἐζήτησεν ἀπὸ τοὺς ἀπεργοὺς νὰ ἐπιστρέψουν εἰς τὰς ἐργασίας των. bbox=[40, 713, 253, 785]
headline: ΣΥΝΔΡΟΜΗΤΑΣ ΜΑΣ bbox=[41, 172, 252, 193]
classified-ad: Πωλεῖται ἀγροκτήματος τορπιλοστάσιον καὶ ἀκίνητα ἐν τῇ νήσῳ Κρήτῃ μετὰ κτιρίων. Πληροφορίαι παρὰ τῷ κ. Ἀντωνίῳ Ἰωαννίδῃ. bbox=[712, 1087, 1000, 1129]
subcolumn bbox=[1295, 292, 1560, 758]
column-rule bbox=[258, 112, 259, 2230]
news-item: ΑΙ ΕΡΓΑΣΙΑΙ τοῦ ἐπιστημονικοῦ συνεδρίου τῆς Μέσης Ἐκπαιδεύσεως ἐξακολουθοῦν καὶ χθὲς ἀγορεύσαντες δὲ τινὲς ἐκ τῶν μελῶν ἐπρότειναν τὴν καθιέρωσιν νέων διδακτικῶν βιβλίων. bbox=[487, 446, 700, 518]
advertisement: ΩΡΑΙ ΕΠΙΣΚΕΨΕΩΝ 1-2 π. μ. καὶ 4-6 1/2 μ. μ. Ὁδὸς Πειραιῶς 23 (παραπλεύρως φαρμακείου Καλοδίκη). bbox=[487, 1284, 700, 1341]
article-paragraph: Εἰς τοῦ διπλωματικοῦ κύκλου θεωροῦν ἐπιτακτικὴν τὴν ἐπέμβασιν τῶν Δυνάμεων, πρὸς κατάπαυσιν τῶν κακουργημάτων. bbox=[1295, 908, 1560, 950]
article-paragraph: Πλὴν τούτων ὅμως γενικῶς καὶ ἕτερον ζήτημα ἀπασχολεῖ τὴν Ἀσφάλειαν, ἡ ὁποία ζητεῖ τὴν ἀποζημίωσιν τῶν ζημιῶν. bbox=[40, 1132, 253, 1189]
subcolumn bbox=[1295, 1360, 1560, 1605]
article-paragraph: Ἡ Ἑλληνικὴ Ἑταιρία τῶν Σιδηροδρόμων Ἀθηνῶν-Πειραιῶς-Περιχώρων εἰδοποιεῖ τὸ κοινόν, ὅτι ἀπὸ αὔριον θὰ κυκλοφορήσωσι νέαι ἁμαξοστοιχίαι. bbox=[265, 1729, 475, 1801]
two-column-block bbox=[1014, 777, 1560, 1163]
divider bbox=[487, 933, 700, 936]
headline: ΕΙΔΟΠΟΙΗΣΙΣ bbox=[302, 1701, 438, 1722]
letter-salutation: Κύριε Διευθυντά, bbox=[724, 182, 817, 194]
column-4 bbox=[712, 112, 1000, 2230]
column-3 bbox=[487, 112, 700, 2230]
article-paragraph: 9) Βουστάσιον Πέτρου Κοτζιᾶ (Κυψέλη). Ἀγελάδες 5, μοσχάρια 3, σταῦλος καθαρός, τὰ δὲ δοχεῖα λίαν καλά. bbox=[265, 1372, 475, 1429]
article-paragraph: — Εἰλήφθησαν πάντα τὰ κατάλληλα μέτρα. Ἀνεθέσαμεν εἰς εἰδικὰ ἀποσπάσματα τὴν καταδίωξιν αὐτοῦ καὶ ἐλπίζομεν ὅτι ἐντὸς ὀλίγου θὰ συλληφθῇ. bbox=[1295, 1481, 1560, 1538]
